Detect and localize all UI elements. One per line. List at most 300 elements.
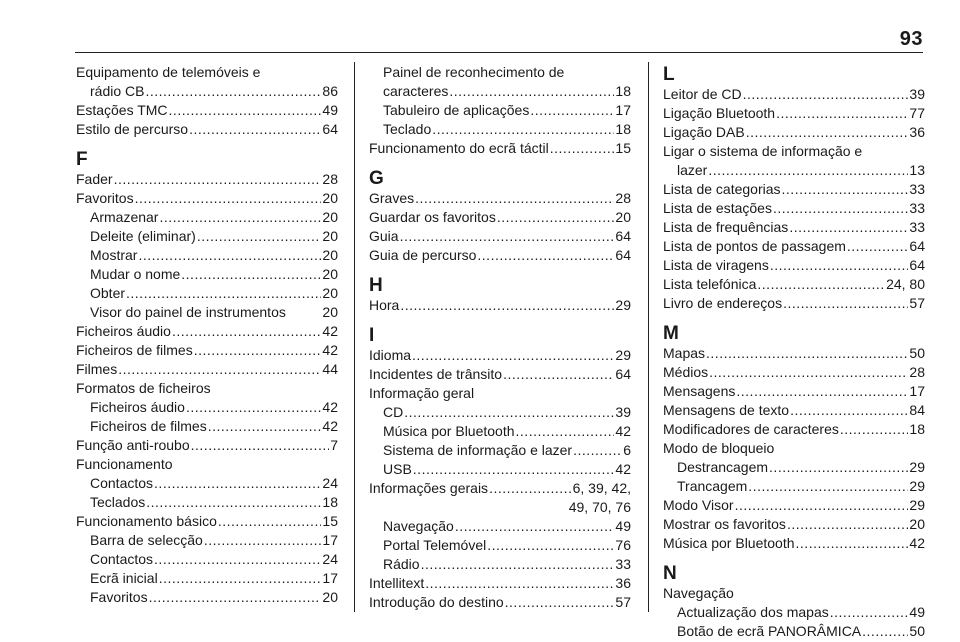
index-page-refs: 20 (322, 209, 338, 225)
index-term: USB (383, 461, 412, 477)
index-entry (369, 384, 631, 403)
index-page-refs: 29 (909, 459, 925, 475)
index-term: Música por Bluetooth (383, 423, 515, 439)
dot-leader (415, 189, 614, 208)
index-entry (663, 420, 925, 439)
dot-leader (421, 555, 615, 574)
index-term: Mostrar (90, 247, 138, 263)
index-page-refs: 33 (909, 181, 925, 197)
dot-leader (530, 101, 614, 120)
dot-leader (218, 512, 322, 531)
index-term: Lista de estações (663, 200, 772, 216)
index-page-refs: 20 (615, 209, 631, 225)
dot-leader (487, 536, 614, 555)
dot-leader (404, 403, 614, 422)
dot-leader (497, 208, 615, 227)
index-page-refs: 64 (615, 228, 631, 244)
dot-leader (736, 382, 908, 401)
index-term: Lista de viragens (663, 257, 769, 273)
dot-leader (503, 365, 614, 384)
index-term: Ligação DAB (663, 124, 745, 140)
index-subentry (76, 417, 338, 436)
dot-leader (706, 344, 908, 363)
index-entry (663, 515, 925, 534)
index-page-refs: 6, 39, 42, (572, 480, 631, 496)
index-term: Guia de percurso (369, 247, 477, 263)
index-term: Deleite (eliminar) (90, 228, 196, 244)
index-term: Lista de categorias (663, 181, 781, 197)
index-term: Mapas (663, 345, 706, 361)
index-term: Visor do painel de instrumentos (90, 304, 286, 320)
index-entry (369, 227, 631, 246)
index-term: Função anti-roubo (76, 437, 190, 453)
dot-leader (204, 531, 322, 550)
index-letter-heading: F (76, 149, 88, 170)
index-term: Ficheiros áudio (90, 399, 185, 415)
dot-leader (748, 477, 908, 496)
index-page-refs: 42 (322, 342, 338, 358)
index-term: Idioma (369, 347, 412, 363)
index-page-refs: 49 (909, 604, 925, 620)
index-term: Sistema de informação e lazer (383, 442, 573, 458)
index-page-refs: 42 (322, 418, 338, 434)
index-entry (663, 275, 925, 294)
index-entry (369, 246, 631, 265)
index-letter-heading: N (663, 563, 677, 584)
index-page-refs: 17 (322, 532, 338, 548)
index-term: Ficheiros de filmes (90, 418, 207, 434)
dot-leader (194, 341, 322, 360)
index-letter-heading: G (369, 168, 384, 189)
index-entry (76, 379, 338, 398)
index-subentry (663, 161, 925, 180)
index-term: Favoritos (90, 589, 148, 605)
dot-leader (789, 218, 908, 237)
index-entry (76, 170, 338, 189)
index-page-refs: 20 (322, 266, 338, 282)
index-page-refs: 84 (909, 402, 925, 418)
index-term: Modificadores de caracteres (663, 421, 839, 437)
index-term: Painel de reconhecimento de (383, 64, 565, 80)
index-subentry (76, 569, 338, 588)
index-page-refs: 20 (322, 285, 338, 301)
index-page-refs: 15 (322, 513, 338, 529)
index-page-refs: 24 (322, 475, 338, 491)
dot-leader (191, 436, 330, 455)
index-entry (663, 496, 925, 515)
dot-leader (425, 574, 614, 593)
index-page-refs: 50 (909, 623, 925, 639)
index-subentry (76, 303, 338, 322)
index-page-refs: 29 (909, 497, 925, 513)
index-term: Ecrã inicial (90, 570, 158, 586)
index-term: Guia (369, 228, 399, 244)
index-subentry (663, 603, 925, 622)
index-subentry (369, 517, 631, 536)
dot-leader (149, 588, 322, 607)
index-term: Modo Visor (663, 497, 734, 513)
index-entry (369, 346, 631, 365)
index-subentry (663, 458, 925, 477)
index-page-refs: 18 (615, 83, 631, 99)
index-subentry (76, 208, 338, 227)
dot-leader (743, 85, 909, 104)
index-page-refs: 20 (322, 228, 338, 244)
index-subentry (369, 101, 631, 120)
index-page-refs: 18 (615, 121, 631, 137)
index-term: Filmes (76, 361, 118, 377)
index-page-refs: 36 (909, 124, 925, 140)
dot-leader (208, 417, 322, 436)
index-term: lazer (677, 162, 708, 178)
index-entry (369, 365, 631, 384)
index-term: Funcionamento do ecrã táctil (369, 140, 549, 156)
index-page-refs: 42 (615, 461, 631, 477)
index-page-refs: 28 (909, 364, 925, 380)
index-term: Formatos de ficheiros (76, 380, 211, 396)
dot-leader (449, 82, 614, 101)
dot-leader (146, 493, 321, 512)
dot-leader (126, 284, 321, 303)
index-term: Estações TMC (76, 102, 168, 118)
index-entry-continuation (369, 498, 631, 517)
index-subentry (76, 550, 338, 569)
dot-leader (787, 515, 908, 534)
index-entry (76, 436, 338, 455)
index-term: Equipamento de telemóveis e (76, 64, 261, 80)
index-term: Navegação (383, 518, 454, 534)
index-page-refs: 42 (615, 423, 631, 439)
index-term: Música por Bluetooth (663, 535, 795, 551)
index-subentry (76, 588, 338, 607)
dot-leader (796, 534, 909, 553)
index-term: Modo de bloqueio (663, 440, 775, 456)
index-entry (76, 360, 338, 379)
index-entry (369, 593, 631, 612)
index-term: Médios (663, 364, 709, 380)
index-entry (663, 439, 925, 458)
dot-leader (708, 161, 908, 180)
page-number: 93 (899, 28, 923, 50)
dot-leader (189, 120, 321, 139)
index-subentry (76, 246, 338, 265)
index-page-refs: 64 (909, 238, 925, 254)
index-subentry (76, 398, 338, 417)
index-subentry (369, 120, 631, 139)
index-entry (369, 574, 631, 593)
index-subentry (663, 622, 925, 641)
index-term: Lista de pontos de passagem (663, 238, 846, 254)
index-term: Mostrar os favoritos (663, 516, 786, 532)
index-subentry (369, 82, 631, 101)
index-page-refs: 42 (909, 535, 925, 551)
index-page-refs: 17 (615, 102, 631, 118)
dot-leader (783, 294, 908, 313)
dot-leader (847, 237, 909, 256)
dot-leader (159, 569, 322, 588)
dot-leader (159, 208, 321, 227)
column-divider (648, 62, 649, 612)
index-subentry (369, 460, 631, 479)
index-entry (369, 296, 631, 315)
index-page-refs: 20 (322, 304, 338, 320)
dot-leader (782, 180, 909, 199)
dot-leader (746, 123, 909, 142)
index-page-refs: 36 (615, 575, 631, 591)
index-term: Funcionamento (76, 456, 173, 472)
index-column-2 (369, 63, 631, 612)
dot-leader (757, 275, 885, 294)
index-entry (76, 512, 338, 531)
dot-leader (400, 296, 614, 315)
index-letter-heading: I (369, 325, 375, 346)
header-rule (75, 52, 923, 53)
index-entry (663, 218, 925, 237)
index-subentry (76, 474, 338, 493)
index-entry (369, 479, 631, 498)
dot-leader (550, 139, 615, 158)
index-subentry (369, 422, 631, 441)
index-subentry (369, 441, 631, 460)
index-entry (663, 363, 925, 382)
index-term: Hora (369, 297, 400, 313)
dot-leader (413, 460, 615, 479)
index-term: Armazenar (90, 209, 159, 225)
index-subentry (76, 227, 338, 246)
index-entry (663, 294, 925, 313)
index-term: Incidentes de trânsito (369, 366, 503, 382)
index-page-refs: 44 (322, 361, 338, 377)
index-entry (663, 199, 925, 218)
index-term: Navegação (663, 585, 734, 601)
index-page-refs: 64 (322, 121, 338, 137)
index-page-refs: 49 (615, 518, 631, 534)
dot-leader (769, 458, 908, 477)
index-term: Barra de selecção (90, 532, 203, 548)
index-page-refs: 28 (322, 171, 338, 187)
index-page-refs: 7 (330, 437, 338, 453)
index-term: Graves (369, 190, 415, 206)
dot-leader (181, 265, 321, 284)
dot-leader (135, 189, 322, 208)
index-term: Teclados (90, 494, 146, 510)
index-page-refs: 20 (322, 190, 338, 206)
index-entry (76, 189, 338, 208)
index-term: Tabuleiro de aplicações (383, 102, 530, 118)
index-page-refs: 76 (615, 537, 631, 553)
index-entry (76, 455, 338, 474)
index-page-refs: 64 (615, 366, 631, 382)
index-page-refs: 39 (909, 86, 925, 102)
index-column-3 (663, 63, 925, 641)
index-term: caracteres (383, 83, 449, 99)
index-page-refs: 17 (322, 570, 338, 586)
dot-leader (432, 120, 614, 139)
dot-leader (573, 441, 622, 460)
dot-leader (172, 322, 321, 341)
index-page-refs: 28 (615, 190, 631, 206)
index-page-refs: 57 (909, 295, 925, 311)
index-entry (663, 534, 925, 553)
index-page-refs: 50 (909, 345, 925, 361)
dot-leader (735, 496, 909, 515)
index-entry (663, 344, 925, 363)
index-page-refs: 33 (909, 200, 925, 216)
index-page-refs: 29 (615, 347, 631, 363)
index-page-refs: 24, 80 (886, 276, 925, 292)
index-term: Intellitext (369, 575, 425, 591)
index-column-1 (76, 63, 338, 607)
dot-leader (489, 479, 572, 498)
index-term: Lista de frequências (663, 219, 789, 235)
index-entry (663, 256, 925, 275)
dot-leader (186, 398, 321, 417)
index-term: Introdução do destino (369, 594, 504, 610)
dot-leader (114, 170, 322, 189)
index-letter-heading: L (663, 64, 675, 85)
index-term: Actualização dos mapas (677, 604, 829, 620)
dot-leader (197, 227, 322, 246)
dot-leader (145, 82, 321, 101)
index-entry (663, 85, 925, 104)
index-entry (369, 189, 631, 208)
dot-leader (776, 104, 908, 123)
dot-leader (455, 517, 615, 536)
index-term: Portal Telemóvel (383, 537, 487, 553)
dot-leader (830, 603, 909, 622)
dot-leader (709, 363, 908, 382)
index-term: Lista telefónica (663, 276, 757, 292)
index-entry (663, 104, 925, 123)
index-entry (663, 180, 925, 199)
index-page-refs: 13 (909, 162, 925, 178)
index-term: Fader (76, 171, 113, 187)
index-term: Ligar o sistema de informação e (663, 143, 863, 159)
dot-leader (770, 256, 909, 275)
index-page-refs: 33 (909, 219, 925, 235)
index-term: Teclado (383, 121, 432, 137)
index-term: CD (383, 404, 404, 420)
index-term: Livro de endereços (663, 295, 783, 311)
dot-leader (400, 227, 615, 246)
index-term: Mensagens (663, 383, 736, 399)
index-term: Contactos (90, 475, 154, 491)
index-entry (76, 341, 338, 360)
index-entry (369, 139, 631, 158)
dot-leader (840, 420, 909, 439)
index-term: rádio CB (90, 83, 145, 99)
index-subentry (369, 555, 631, 574)
index-term: Informação geral (369, 385, 475, 401)
index-entry (76, 322, 338, 341)
index-page-refs: 15 (615, 140, 631, 156)
dot-leader (477, 246, 614, 265)
index-entry (663, 237, 925, 256)
index-page-refs: 57 (615, 594, 631, 610)
index-term: Ficheiros áudio (76, 323, 171, 339)
index-entry (663, 401, 925, 420)
index-page-refs: 29 (615, 297, 631, 313)
index-entry (663, 584, 925, 603)
index-page-refs: 42 (322, 399, 338, 415)
dot-leader (505, 593, 615, 612)
index-subentry (76, 531, 338, 550)
index-subentry (76, 493, 338, 512)
index-page-refs: 20 (322, 247, 338, 263)
index-term: Trancagem (677, 478, 748, 494)
index-entry (76, 63, 338, 82)
dot-leader (773, 199, 908, 218)
dot-leader (862, 622, 908, 641)
index-letter-heading: M (663, 323, 679, 344)
index-term: Funcionamento básico (76, 513, 217, 529)
dot-leader (154, 474, 321, 493)
dot-leader (169, 101, 322, 120)
index-page-refs: 20 (909, 516, 925, 532)
index-term: Contactos (90, 551, 154, 567)
index-page-refs: 6 (623, 442, 631, 458)
index-term: Estilo de percurso (76, 121, 189, 137)
index-entry (76, 120, 338, 139)
index-term: Ficheiros de filmes (76, 342, 193, 358)
dot-leader (118, 360, 321, 379)
dot-leader (154, 550, 321, 569)
index-page-refs: 33 (615, 556, 631, 572)
index-page-refs: 64 (909, 257, 925, 273)
index-page-refs: 49 (322, 102, 338, 118)
index-page-refs: 18 (909, 421, 925, 437)
index-page-refs: 49, 70, 76 (568, 499, 631, 515)
index-page-refs: 17 (909, 383, 925, 399)
index-page-refs: 18 (322, 494, 338, 510)
index-term: Obter (90, 285, 126, 301)
index-entry (369, 208, 631, 227)
index-subentry (76, 284, 338, 303)
index-letter-heading: H (369, 275, 383, 296)
index-term: Rádio (383, 556, 420, 572)
index-entry (663, 382, 925, 401)
dot-leader (412, 346, 614, 365)
index-term: Favoritos (76, 190, 134, 206)
index-subentry (369, 403, 631, 422)
dot-leader (790, 401, 908, 420)
index-page-refs: 64 (615, 247, 631, 263)
index-term: Guardar os favoritos (369, 209, 496, 225)
index-page-refs: 42 (322, 323, 338, 339)
index-page-refs: 86 (322, 83, 338, 99)
index-entry (663, 123, 925, 142)
index-subentry (369, 536, 631, 555)
index-term: Informações gerais (369, 480, 489, 496)
index-subentry (76, 82, 338, 101)
index-page-refs: 29 (909, 478, 925, 494)
index-page-refs: 20 (322, 589, 338, 605)
index-term: Destrancagem (677, 459, 769, 475)
dot-leader (516, 422, 615, 441)
index-term: Botão de ecrã PANORÂMICA (677, 623, 862, 639)
index-subentry (663, 477, 925, 496)
index-term: Mudar o nome (90, 266, 181, 282)
index-subentry (76, 265, 338, 284)
index-term: Leitor de CD (663, 86, 742, 102)
index-entry (76, 101, 338, 120)
index-term: Mensagens de texto (663, 402, 790, 418)
index-term: Ligação Bluetooth (663, 105, 776, 121)
index-subentry (369, 63, 631, 82)
column-divider (354, 62, 355, 612)
index-page-refs: 24 (322, 551, 338, 567)
index-entry (663, 142, 925, 161)
